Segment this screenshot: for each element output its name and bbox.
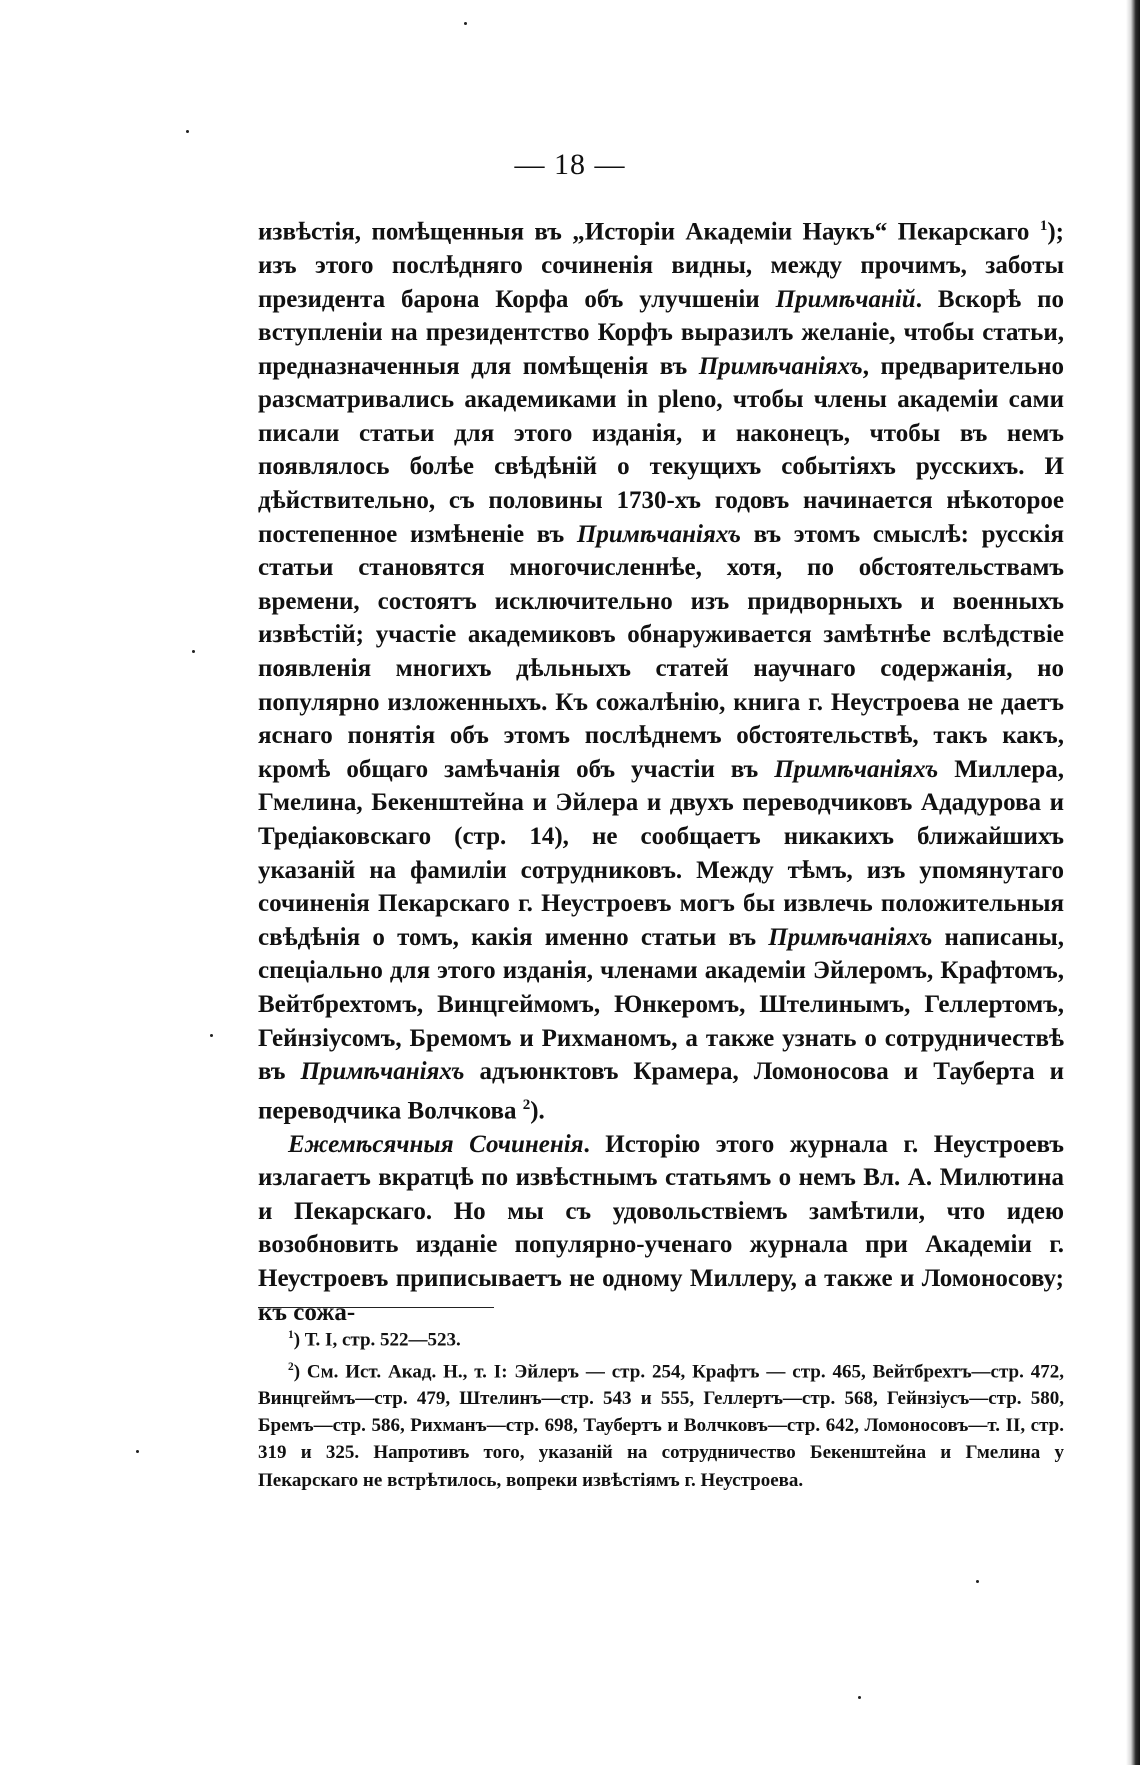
scan-speck bbox=[858, 1696, 861, 1699]
footnote-marker: 2 bbox=[288, 1360, 294, 1373]
footnote-divider bbox=[258, 1307, 494, 1308]
text-run: ). bbox=[530, 1097, 545, 1125]
text-run: , предварительно разсматривались академиками in pleno, чтобы члены академіи сами писали статьи для этого изданія, и наконецъ, чтобы въ немъ появлялось болѣе свѣдѣній о текущихъ событіяхъ русскихъ. И дѣйствительно, съ половины 1730-хъ годовъ начинается нѣкоторое постепенное измѣненіе въ bbox=[258, 352, 1064, 548]
main-text bbox=[258, 210, 1064, 1329]
scan-speck bbox=[464, 22, 467, 25]
italic-text: Примѣчаній bbox=[775, 285, 916, 313]
page-edge-shadow bbox=[1126, 0, 1140, 1765]
text-run: ); изъ этого послѣдняго сочиненія видны, между прочимъ, заботы президента барона Корфа объ улучшеніи bbox=[258, 218, 1064, 313]
scan-speck bbox=[136, 1450, 139, 1453]
scan-speck bbox=[192, 650, 195, 653]
body_paragraphs-paragraph bbox=[258, 210, 1064, 1128]
text-run: . Исторію этого журнала г. Неустроевъ излагаетъ вкратцѣ по извѣстнымъ статьямъ о немъ Вл. А. Милютина и Пекарскаго. Но мы съ удовольствіемъ замѣтили, что идею возобновить изданіе популярно-ученаго журнала при Академіи г. Неустроевъ приписываетъ не одному Миллеру, а также и Ломоносову; къ сожа- bbox=[258, 1130, 1065, 1326]
italic-text: Примѣчаніяхъ bbox=[768, 923, 933, 951]
footnote-marker: 2 bbox=[522, 1096, 531, 1113]
text-run: . Вскорѣ по вступленіи на президентство Корфъ выразилъ желаніе, чтобы статьи, предназначенныя для помѣщенія въ bbox=[258, 285, 1065, 380]
text-run: Миллера, Гмелина, Бекенштейна и Эйлера и двухъ переводчиковъ Ададурова и Тредіаковскаго (стр. 14), не сообщаетъ никакихъ ближайшихъ указаній на фамиліи сотрудниковъ. Между тѣмъ, изъ упомянутаго сочиненія Пекарскаго г. Неустроевъ могъ бы извлечь положительныя свѣдѣнія о томъ, какія именно статьи въ bbox=[258, 755, 1064, 951]
footnotes bbox=[258, 1322, 1064, 1494]
body_paragraphs-paragraph bbox=[258, 1128, 1064, 1330]
italic-text: Примѣчаніяхъ bbox=[698, 352, 863, 380]
text-run: извѣстія, помѣщенныя въ „Исторіи Академіи Наукъ“ Пекарскаго bbox=[258, 218, 1040, 246]
text-run: написаны, спеціально для этого изданія, членами академіи Эйлеромъ, Крафтомъ, Вейтбрехтомъ, Винцгеймомъ, Юнкеромъ, Штелинымъ, Геллертомъ, Гейнзіусомъ, Бремомъ и Рихманомъ, а также узнать о сотрудничествѣ въ bbox=[258, 923, 1064, 1086]
text-run: ) См. Ист. Акад. Н., т. I: Эйлеръ — стр. 254, Крафтъ — стр. 465, Вейтбрехтъ—стр. 472, Винцгеймъ—стр. 479, Штелинъ—стр. 543 и 555, Геллертъ—стр. 568, Гейнзіусъ—стр. 580, Бремъ—стр. 586, Рихманъ—стр. 698, Таубертъ и Волчковъ—стр. 642, Ломоносовъ—т. II, стр. 319 и 325. Напротивъ того, указаній на сотрудничество Бекенштейна и Гмелина у Пекарскаго не встрѣтилось, вопреки извѣстіямъ г. Неустроева. bbox=[258, 1360, 1064, 1491]
footnote-marker: 1 bbox=[1039, 218, 1048, 234]
scan-speck bbox=[976, 1580, 979, 1583]
text-run: ) Т. I, стр. 522—523. bbox=[293, 1329, 461, 1351]
scan-speck bbox=[186, 130, 189, 133]
italic-text: Ежемѣсячныя Сочиненія bbox=[288, 1130, 584, 1158]
scan-speck bbox=[210, 1034, 213, 1037]
footnote-marker: 1 bbox=[288, 1329, 294, 1341]
italic-text: Примѣчаніяхъ bbox=[774, 755, 939, 783]
italic-text: Примѣчаніяхъ bbox=[576, 520, 741, 548]
text-run: адъюнктовъ Крамера, Ломоносова и Тауберта и переводчика Волчкова bbox=[258, 1058, 1064, 1125]
page-number: — 18 — bbox=[514, 148, 626, 181]
text-run: въ этомъ смыслѣ: русскія статьи становятся многочисленнѣе, хотя, по обстоятельствамъ времени, состоятъ исключительно изъ придворныхъ и военныхъ извѣстій; участіе академиковъ обнаруживается замѣтнѣе вслѣдствіе появленія многихъ дѣльныхъ статей научнаго содержанія, но популярно изложенныхъ. Къ сожалѣнію, книга г. Неустроева не даетъ яснаго понятія объ этомъ послѣднемъ обстоятельствѣ, такъ какъ, кромѣ общаго замѣчанія объ участіи въ bbox=[258, 520, 1064, 783]
footnotes-paragraph bbox=[258, 1354, 1064, 1494]
footnotes-paragraph bbox=[258, 1322, 1064, 1354]
italic-text: Примѣчаніяхъ bbox=[300, 1058, 465, 1086]
